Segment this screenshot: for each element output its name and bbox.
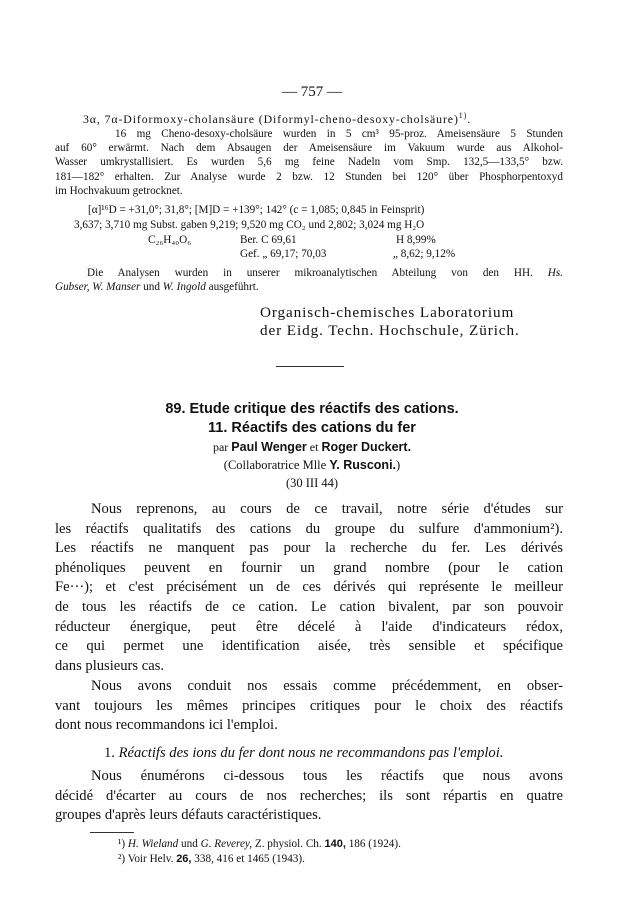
intro-paragraph <box>55 500 563 676</box>
footnote-2-mark: ²) <box>118 853 126 865</box>
footnote-1-author2: G. Reverey, <box>200 838 253 850</box>
author-wenger: Paul Wenger <box>231 440 307 454</box>
lab-line-2: der Eidg. Techn. Hochschule, Zürich. <box>260 322 520 339</box>
intro-line-7: réducteur énergique, peut être décelé à l'aide d'indicateurs rédox, <box>55 618 563 635</box>
method-line-3: dont nous recommandons ici l'emploi. <box>55 717 278 734</box>
experimental-line-3: Wasser umkrystallisiert. Es wurden 5,6 mg feine Nadeln vom Smp. 132,5—133,5° bzw. <box>55 156 563 169</box>
footnote-ref-1: 1) <box>458 111 468 120</box>
section-heading-text: Réactifs des ions du fer dont nous ne recommandons pas l'emploi. <box>118 745 504 761</box>
compound-heading-name: 3α, 7α-Diformoxy-cholansäure <box>83 111 255 126</box>
section-heading <box>104 744 503 764</box>
method-line-1: Nous avons conduit nos essais comme précédemment, en obser- <box>91 678 563 694</box>
footnote-1-journal: Z. physiol. Ch. <box>254 838 322 850</box>
laboratory-affiliation <box>260 304 520 340</box>
footnote-2-text: Voir Helv. <box>127 853 174 865</box>
intro-line-5: Fe···); et c'est précisément un de ces dérivés qui représente le meilleur <box>55 579 563 596</box>
collab-suffix: ) <box>396 458 401 472</box>
molecular-formula: C₂₆H₄₀O₆ <box>148 234 192 246</box>
found-h: „ 8,62; 9,12% <box>393 248 456 260</box>
intro-line-4: phénoliques peuvent en fournir un grand nombre (pour le cation <box>55 559 563 576</box>
groups-paragraph <box>55 767 563 826</box>
experimental-paragraph <box>55 127 563 198</box>
et-word: et <box>309 440 319 454</box>
intro-line-3: Les réactifs ne manquent pas pour la recherche du fer. Les dérivés <box>55 540 563 557</box>
found-values: Gef. „ 69,17; 70,03 <box>240 248 327 260</box>
footnote-1-und: und <box>181 838 198 850</box>
groups-line-1: Nous énumérons ci-dessous tous les réactifs que nous avons <box>91 768 563 784</box>
groups-line-3: groupes d'après leurs défauts caractéristiques. <box>55 807 322 824</box>
footnote-1-mark: ¹) <box>118 838 126 850</box>
compound-heading <box>83 109 471 126</box>
calculated-values: Ber. C 69,61 <box>240 234 297 246</box>
footnote-1 <box>118 837 401 851</box>
calculated-h: H 8,99% <box>396 234 436 246</box>
page-number: — 757 — <box>282 84 342 100</box>
article-subtitle: 11. Réactifs des cations du fer <box>208 420 416 436</box>
method-paragraph <box>55 677 563 736</box>
footnote-1-volume: 140, <box>324 838 346 850</box>
intro-line-6: de tous les réactifs de ce cation. Le cation bivalent, par son pouvoir <box>55 598 563 615</box>
intro-line-2: les réactifs qualitatifs des cations du groupe du sulfure d'ammonium²). <box>55 520 563 537</box>
article-date: (30 III 44) <box>285 476 339 490</box>
credit-name-ingold: W. Ingold <box>162 281 206 294</box>
section-divider <box>276 366 344 367</box>
footnote-rule <box>90 832 134 833</box>
article-authors <box>0 440 624 455</box>
analysis-credit <box>55 266 563 294</box>
footnote-2-pages: 338, 416 et 1465 (1943). <box>194 853 305 865</box>
collab-prefix: (Collaboratrice Mlle <box>223 458 327 472</box>
lab-line-1: Organisch-chemisches Laboratorium <box>260 304 515 321</box>
experimental-line-4: 181—182° erhalten. Zur Analyse wurde 2 bzw. 12 Stunden bei 120° über Phosphorpentoxyd <box>55 170 563 183</box>
credit-names: Gubser, W. Manser <box>55 281 141 294</box>
compound-heading-end: . <box>467 111 472 126</box>
article-title: 89. Etude critique des réactifs des cations. <box>165 401 459 417</box>
method-line-2: vant toujours les mêmes principes critiques pour le choix des réactifs <box>55 697 563 714</box>
credit-und: und <box>143 281 160 294</box>
analysis-data: 3,637; 3,710 mg Subst. gaben 9,219; 9,520 mg CO₂ und 2,802; 3,024 mg H₂O <box>74 219 425 231</box>
author-duckert: Roger Duckert. <box>321 440 412 454</box>
section-heading-number: 1. <box>104 745 115 761</box>
groups-line-2: décidé d'écarter au cours de nos recherches; ils sont répartis en quatre <box>55 787 563 804</box>
article-collaborator <box>0 458 624 473</box>
experimental-line-5: im Hochvakuum getrocknet. <box>55 184 183 197</box>
credit-text: Die Analysen wurden in unserer mikroanalytischen Abteilung von den HH. <box>87 267 533 279</box>
footnote-2 <box>118 852 305 866</box>
by-word: par <box>212 440 229 454</box>
experimental-line-1: 16 mg Cheno-desoxy-cholsäure wurden in 5 cm³ 95-proz. Ameisensäure 5 Stunden <box>115 128 563 140</box>
intro-line-1: Nous reprenons, au cours de ce travail, notre série d'études sur <box>91 501 563 517</box>
collab-name: Y. Rusconi. <box>329 458 397 472</box>
compound-heading-synonym: (Diformyl-cheno-desoxy-cholsäure) <box>258 111 459 126</box>
footnote-1-pages: 186 (1924). <box>348 838 401 850</box>
footnote-2-volume: 26, <box>176 853 192 865</box>
experimental-line-2: auf 60° erwärmt. Nach dem Absaugen der Ameisensäure im Vakuum wurde aus Alkohol- <box>55 142 563 155</box>
footnote-1-author: H. Wieland <box>127 838 179 850</box>
intro-line-8: ce qui permet une identification aisée, très sensible et spécifique <box>55 638 563 655</box>
credit-name-hs: Hs. <box>547 267 564 279</box>
intro-line-9: dans plusieurs cas. <box>55 657 165 674</box>
rotation-data: [α]¹⁶D = +31,0°; 31,8°; [M]D = +139°; 142° (c = 1,085; 0,845 in Feinsprit) <box>88 204 425 216</box>
credit-end: ausgeführt. <box>208 281 259 294</box>
